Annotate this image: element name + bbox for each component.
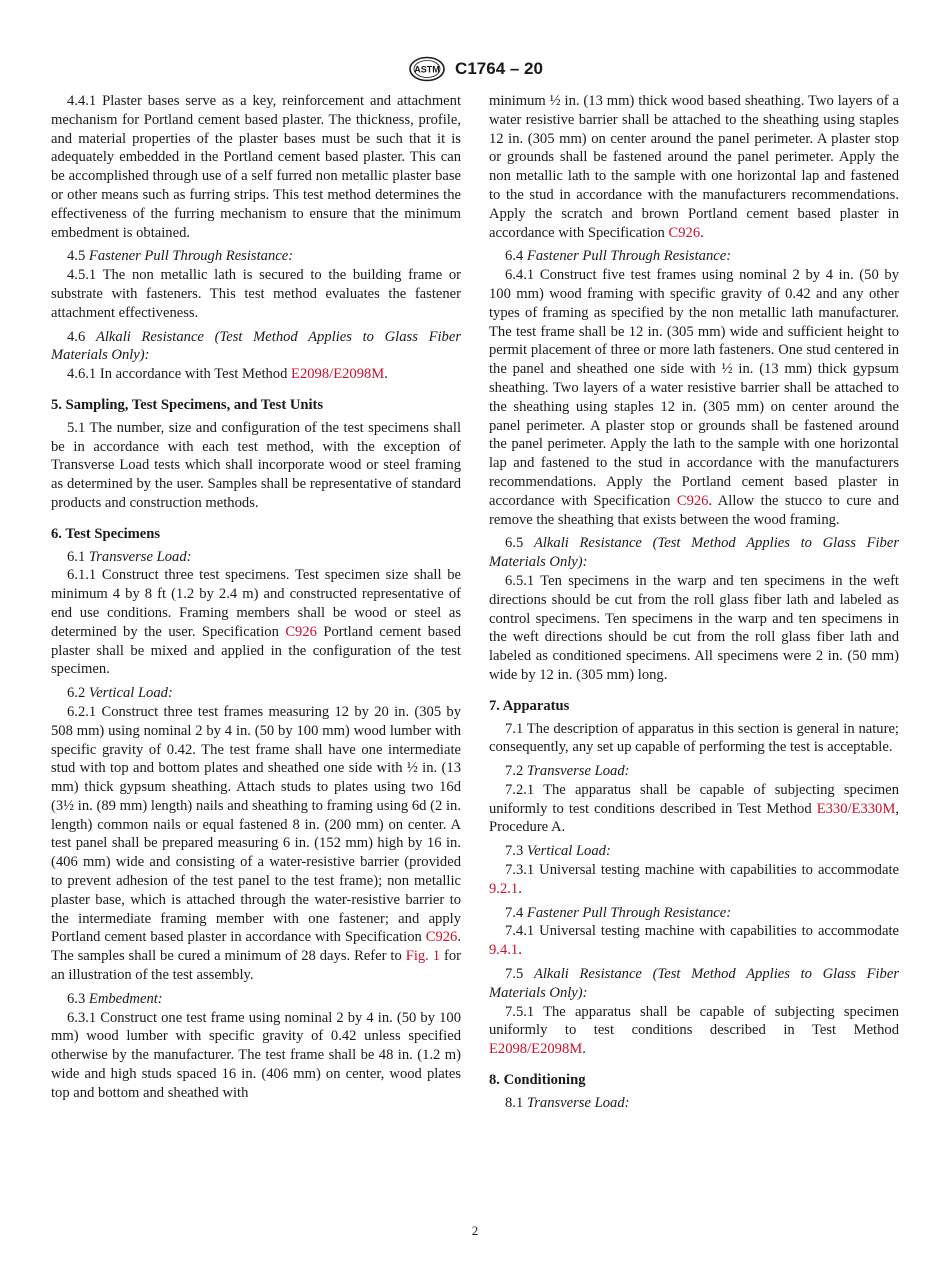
- heading-6-1: 6.1 Transverse Load:: [67, 548, 192, 565]
- paragraph-4-6-1: 4.6.1 In accordance with Test Method E2098/E2098M.: [67, 366, 388, 383]
- svg-text:ASTM: ASTM: [414, 64, 440, 75]
- paragraph-6-4-1: 6.4.1 Construct five test frames using nominal 2 by 4 in. (50 by 100 mm) wood framing with specific gravity of 0.42 and any other types of framing as specified by the non metallic lath manufacturer. The test frame shall be 12 in. (305 mm) wide and sufficient height to permit placement of three or more lath fasteners. One stud centered in the panel and sheathed one side with ½ in. (13 mm) thick gypsum sheathing. Two layers of a water resistive barrier shall be attached to the sheathing using staples 12 in. (305 mm) on center around the panel perimeter. A plaster stop or grounds shall be fastened around the panel perimeter. Apply the lath to the sample with one horizontal lap and fastened to the stud in accordance with the manufacturers recommendations. Apply the Portland cement based plaster in accordance with Specification C926. Allow the stucco to cure and remove the sheathing that exists between the wood framing.: [489, 267, 899, 528]
- heading-8-1: 8.1 Transverse Load:: [505, 1094, 630, 1111]
- heading-4-6: 4.6 Alkali Resistance (Test Method Applies to Glass Fiber Materials Only):: [51, 328, 462, 364]
- heading-7-3: 7.3 Vertical Load:: [505, 843, 611, 860]
- link-c926[interactable]: C926: [425, 929, 458, 946]
- paragraph-4-4-1: 4.4.1 Plaster bases serve as a key, reinforcement and attachment mechanism for Portland cement based plaster. The thickness, profile, and material properties of the plaster bases must be such that it is adequately embedded in the Portland cement based plaster. This can be accomplished through use of a self furred non metallic plaster base or other means such as furring strips. This test method determines the effectiveness of the furring mechanism to ensure that the minimum embedment is obtained.: [51, 93, 461, 241]
- heading-7-2: 7.2 Transverse Load:: [505, 763, 630, 780]
- paragraph-7-3-1: 7.3.1 Universal testing machine with capabilities to accommodate 9.2.1.: [489, 862, 899, 897]
- heading-6-2: 6.2 Vertical Load:: [67, 685, 173, 702]
- link-9-4-1[interactable]: 9.4.1: [489, 942, 519, 959]
- link-c926[interactable]: C926: [668, 224, 701, 241]
- heading-4-5: 4.5 Fastener Pull Through Resistance:: [67, 248, 294, 265]
- section-7-heading: 7. Apparatus: [489, 697, 570, 714]
- paragraph-5-1: 5.1 The number, size and configuration of the test specimens shall be in accordance with each test method, with the exception of Transverse Load tests which shall incorporate wood or steel framing as determined by the user. Samples shall be representative of standard products and construction methods.: [51, 419, 461, 511]
- link-9-2-1[interactable]: 9.2.1: [489, 880, 519, 897]
- heading-6-4: 6.4 Fastener Pull Through Resistance:: [505, 248, 732, 265]
- page-number: 2: [471, 1223, 479, 1238]
- heading-6-5: 6.5 Alkali Resistance (Test Method Applies to Glass Fiber Materials Only):: [489, 535, 900, 571]
- paragraph-7-2-1: 7.2.1 The apparatus shall be capable of subjecting specimen uniformly to test conditions described in Test Method E330/E330M, Procedure A.: [489, 781, 899, 836]
- link-e2098[interactable]: E2098/E2098M: [291, 366, 385, 383]
- paragraph-7-4-1: 7.4.1 Universal testing machine with capabilities to accommodate 9.4.1.: [489, 923, 899, 959]
- paragraph-7-1: 7.1 The description of apparatus in this section is general in nature; consequently, any set up capable of performing the test is acceptable.: [489, 720, 899, 756]
- link-e2098[interactable]: E2098/E2098M: [489, 1041, 583, 1058]
- heading-7-5: 7.5 Alkali Resistance (Test Method Applies to Glass Fiber Materials Only):: [489, 966, 900, 1001]
- paragraph-6-1-1: 6.1.1 Construct three test specimens. Test specimen size shall be minimum 4 by 8 ft (1.2 by 2.4 m) and constructed representative of end use conditions. Framing members shall be wood or steel as determined by the user. Specification C926 Portland cement based plaster shall be mixed and applied in the configuration of the test specimen.: [51, 567, 462, 678]
- section-5-heading: 5. Sampling, Test Specimens, and Test Units: [51, 396, 324, 413]
- section-8-heading: 8. Conditioning: [489, 1072, 586, 1089]
- paragraph-7-5-1: 7.5.1 The apparatus shall be capable of subjecting specimen uniformly to test conditions described in Test Method E2098/E2098M.: [489, 1003, 899, 1058]
- paragraph-6-2-1: 6.2.1 Construct three test frames measuring 12 by 20 in. (305 by 508 mm) using nominal 2 by 4 in. (50 by 100 mm) wood lumber with specific gravity of 0.42. The test frame shall have one intermediate stud with top and bottom plates and sheathed one side with ½ in. (13 mm) thick gypsum sheathing. Attach studs to plates using two 16d (3½ in. (89 mm) length) nails and sheathing to framing using 6d (2 in. length) common nails or equal fastened 8 in. (200 mm) on center. A test panel shall be prepared measuring 6 in. (152 mm) high by 16 in. (406 mm) wide and consisting of a water-resistive barrier (provided to prevent adhesion of the test panel to the test frame); non metallic plaster base, which is attached through the water-resistive barrier to the intermediate framing member with one fastener; and apply Portland cement based plaster in accordance with Specification C926. The samples shall be cured a minimum of 28 days. Refer to Fig. 1 for an illustration of the test assembly.: [51, 703, 461, 984]
- astm-logo-icon: [407, 56, 447, 82]
- page-header: [0, 56, 950, 82]
- section-6-heading: 6. Test Specimens: [51, 525, 161, 542]
- paragraph-6-5-1: 6.5.1 Ten specimens in the warp and ten specimens in the weft directions should be cut from the roll glass fiber lath and labeled as control specimens. Ten specimens in the warp and ten specimens in the weft directions should be cut from the roll glass fiber lath and labeled as conditioned specimens. All specimens were 2 in. (50 mm) wide by 12 in. (305 mm) long.: [489, 572, 899, 683]
- left-column: [51, 92, 461, 1108]
- paragraph-6-3-1: 6.3.1 Construct one test frame using nominal 2 by 4 in. (50 by 100 mm) wood lumber with specific gravity of 0.42 unless specified otherwise by the manufacturer. The test frame shall be 48 in. (1.2 m) wide and high studs spaced 16 in. (406 mm) on center, wood plates top and bottom and sheathed with: [51, 1009, 461, 1101]
- link-c926[interactable]: C926: [676, 492, 709, 509]
- right-column: [489, 92, 899, 1113]
- heading-7-4: 7.4 Fastener Pull Through Resistance:: [505, 904, 732, 921]
- link-c926[interactable]: C926: [285, 623, 317, 640]
- heading-6-3: 6.3 Embedment:: [67, 990, 163, 1007]
- paragraph-4-5-1: 4.5.1 The non metallic lath is secured to the building frame or substrate with fasteners. This test method evaluates the fastener attachment effectiveness.: [51, 267, 461, 321]
- link-fig-1[interactable]: Fig. 1: [405, 948, 441, 965]
- document-designation: C1764 – 20: [455, 59, 543, 78]
- link-e330[interactable]: E330/E330M: [816, 800, 896, 817]
- paragraph-6-3-1-continued: minimum ½ in. (13 mm) thick wood based sheathing. Two layers of a water resistive barrier shall be attached to the sheathing using staples 12 in. (305 mm) on center around the panel perimeter. A plaster stop or grounds shall be fastened around the panel perimeter. Apply the non metallic lath to the sample with one horizontal lap and fastened to the stud in accordance with the manufacturers recommendations. Apply the scratch and brown Portland cement based plaster in accordance with Specification C926.: [489, 93, 899, 241]
